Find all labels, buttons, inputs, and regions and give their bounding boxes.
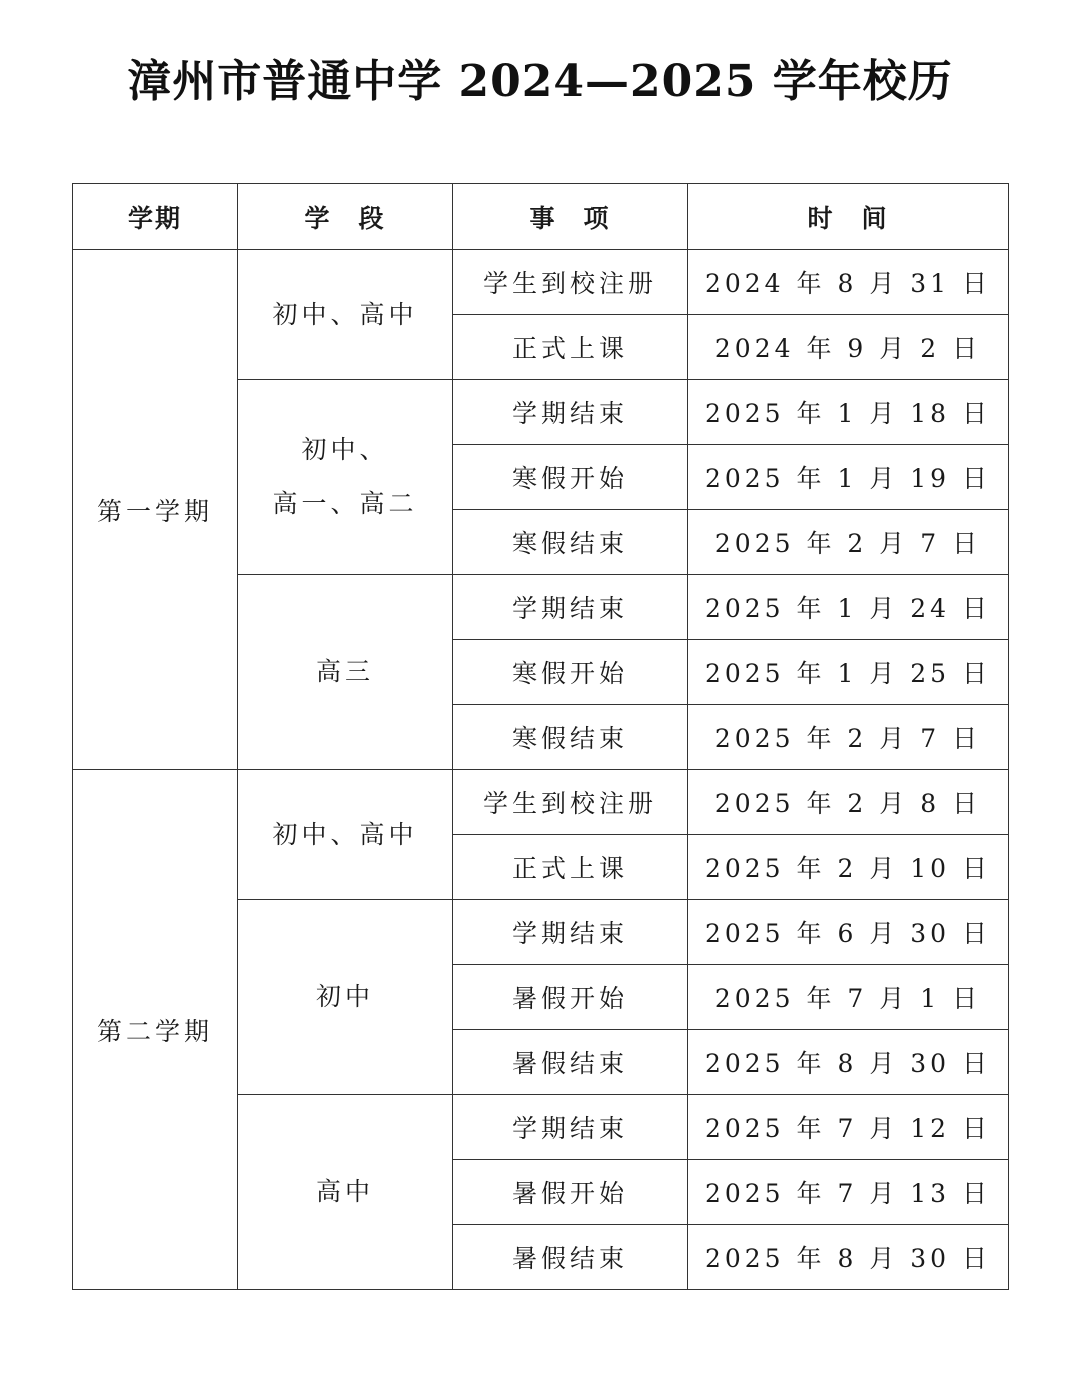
table-row [73,250,1009,315]
date-cell: 2025 年 8 月 30 日 [688,1225,1009,1290]
event-cell: 学期结束 [453,900,688,965]
event-cell: 学期结束 [453,380,688,445]
event-cell: 寒假开始 [453,640,688,705]
table-header-row [73,184,1009,250]
header-stage: 学 段 [238,184,453,250]
event-cell: 寒假开始 [453,445,688,510]
stage-name [238,380,453,575]
term-name: 第二学期 [73,770,238,1290]
table-row [73,770,1009,835]
event-cell: 学期结束 [453,1095,688,1160]
date-cell: 2025 年 1 月 18 日 [688,380,1009,445]
date-cell: 2025 年 2 月 7 日 [688,705,1009,770]
date-cell: 2025 年 8 月 30 日 [688,1030,1009,1095]
event-cell: 寒假结束 [453,510,688,575]
stage-name-line2: 高一、高二 [272,489,418,518]
date-cell: 2025 年 1 月 24 日 [688,575,1009,640]
event-cell: 正式上课 [453,835,688,900]
date-cell: 2024 年 9 月 2 日 [688,315,1009,380]
school-calendar-table [72,183,1009,1290]
event-cell: 寒假结束 [453,705,688,770]
event-cell: 暑假开始 [453,1160,688,1225]
date-cell: 2025 年 7 月 13 日 [688,1160,1009,1225]
date-cell: 2025 年 1 月 19 日 [688,445,1009,510]
stage-name: 初中 [238,900,453,1095]
event-cell: 学期结束 [453,575,688,640]
header-event: 事 项 [453,184,688,250]
event-cell: 暑假开始 [453,965,688,1030]
page-title: 漳州市普通中学 2024—2025 学年校历 [127,56,953,107]
date-cell: 2025 年 2 月 8 日 [688,770,1009,835]
event-cell: 暑假结束 [453,1030,688,1095]
stage-name: 高中 [238,1095,453,1290]
header-term: 学期 [73,184,238,250]
term-name: 第一学期 [73,250,238,770]
stage-name: 高三 [238,575,453,770]
date-cell: 2025 年 6 月 30 日 [688,900,1009,965]
date-cell: 2025 年 2 月 7 日 [688,510,1009,575]
stage-name: 初中、高中 [238,250,453,380]
date-cell: 2025 年 1 月 25 日 [688,640,1009,705]
date-cell: 2025 年 7 月 12 日 [688,1095,1009,1160]
event-cell: 学生到校注册 [453,770,688,835]
event-cell: 暑假结束 [453,1225,688,1290]
date-cell: 2025 年 7 月 1 日 [688,965,1009,1030]
stage-name: 初中、高中 [238,770,453,900]
date-cell: 2024 年 8 月 31 日 [688,250,1009,315]
event-cell: 正式上课 [453,315,688,380]
date-cell: 2025 年 2 月 10 日 [688,835,1009,900]
event-cell: 学生到校注册 [453,250,688,315]
stage-name-line1: 初中、 [301,435,389,464]
header-time: 时 间 [688,184,1009,250]
